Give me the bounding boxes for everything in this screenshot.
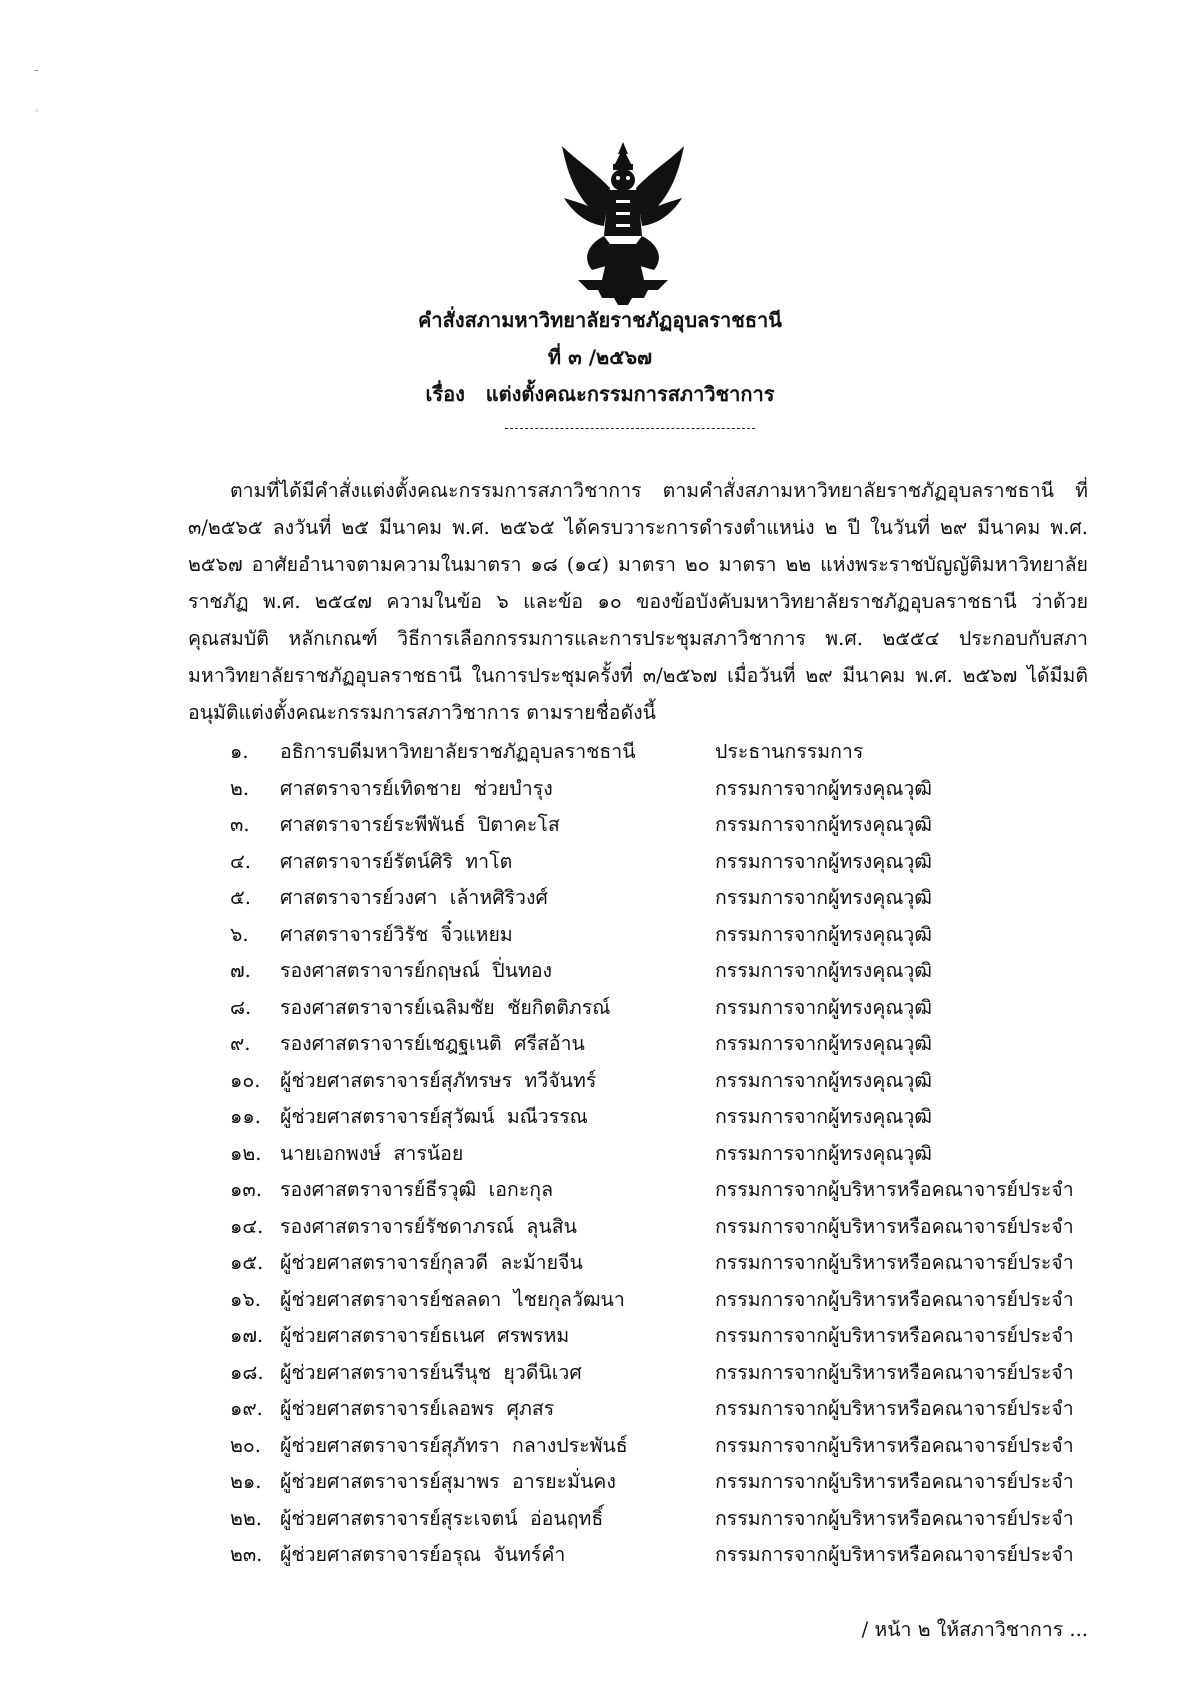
member-row xyxy=(190,990,1090,1027)
member-num: ๕. xyxy=(230,886,251,909)
member-role: กรรมการจากผู้ทรงคุณวุฒิ xyxy=(715,813,932,836)
member-name: ผู้ช่วยศาสตราจารย์อรุณ จันทร์คำ xyxy=(280,1543,566,1566)
member-name: ผู้ช่วยศาสตราจารย์ธเนศ ศรพรหม xyxy=(280,1324,570,1347)
member-num: ๒. xyxy=(230,776,250,800)
member-role: กรรมการจากผู้ทรงคุณวุฒิ xyxy=(715,959,932,982)
member-name: ผู้ช่วยศาสตราจารย์นรีนุช ยุวดีนิเวศ xyxy=(280,1360,582,1384)
order-body xyxy=(188,472,1088,731)
member-row xyxy=(190,807,1090,844)
member-row xyxy=(190,844,1090,881)
order-subject: เรื่อง แต่งตั้งคณะกรรมการสภาวิชาการ xyxy=(425,382,775,406)
member-role: ประธานกรรมการ xyxy=(715,740,864,763)
header-divider xyxy=(505,428,755,429)
member-row xyxy=(190,1063,1090,1100)
member-name: ผู้ช่วยศาสตราจารย์สุระเจตน์ อ่อนฤทธิ์ xyxy=(280,1506,604,1530)
member-num: ๖. xyxy=(230,922,249,946)
member-name: ผู้ช่วยศาสตราจารย์กุลวดี ละม้ายจีน xyxy=(280,1251,583,1274)
member-name: ผู้ช่วยศาสตราจารย์สุภัทรา กลางประพันธ์ xyxy=(280,1433,628,1457)
member-num: ๒๓. xyxy=(230,1543,263,1566)
member-role: กรรมการจากผู้ทรงคุณวุฒิ xyxy=(715,1032,932,1055)
order-number: ที่ ๓ /๒๕๖๗ xyxy=(547,345,653,369)
member-num: ๓. xyxy=(230,813,250,836)
member-row xyxy=(190,1136,1090,1173)
scan-mark: - xyxy=(34,62,39,78)
member-role: กรรมการจากผู้ทรงคุณวุฒิ xyxy=(715,1068,932,1092)
member-row xyxy=(190,1099,1090,1136)
member-name: ศาสตราจารย์เทิดชาย ช่วยบำรุง xyxy=(280,776,553,800)
garuda-emblem-icon xyxy=(558,140,688,305)
member-name: ผู้ช่วยศาสตราจารย์สุภัทรษร ทวีจันทร์ xyxy=(280,1068,597,1092)
member-num: ๑. xyxy=(230,740,249,763)
member-row xyxy=(190,917,1090,954)
member-name: ผู้ช่วยศาสตราจารย์ชลลดา ไชยกุลวัฒนา xyxy=(280,1287,625,1311)
member-row xyxy=(190,1501,1090,1538)
member-role: กรรมการจากผู้บริหารหรือคณาจารย์ประจำ xyxy=(715,1470,1074,1493)
member-row xyxy=(190,1172,1090,1209)
member-name: ศาสตราจารย์วงศา เล้าหศิริวงศ์ xyxy=(280,886,548,909)
member-num: ๑๗. xyxy=(230,1324,264,1347)
member-name: รองศาสตราจารย์เชฎฐเนติ ศรีสอ้าน xyxy=(280,1032,585,1055)
member-role: กรรมการจากผู้ทรงคุณวุฒิ xyxy=(715,1105,932,1128)
member-role: กรรมการจากผู้บริหารหรือคณาจารย์ประจำ xyxy=(715,1543,1074,1566)
member-num: ๑๑. xyxy=(230,1105,261,1128)
member-role: กรรมการจากผู้ทรงคุณวุฒิ xyxy=(715,886,932,909)
member-name: รองศาสตราจารย์เฉลิมชัย ชัยกิตติภรณ์ xyxy=(280,995,611,1019)
member-row xyxy=(190,1355,1090,1392)
order-title: คำสั่งสภามหาวิทยาลัยราชภัฏอุบลราชธานี xyxy=(418,308,782,332)
member-num: ๒๒. xyxy=(230,1506,262,1530)
member-role: กรรมการจากผู้บริหารหรือคณาจารย์ประจำ xyxy=(715,1360,1074,1384)
member-row xyxy=(190,1318,1090,1355)
member-name: ศาสตราจารย์ระพีพันธ์ ปิตาคะโส xyxy=(280,813,560,836)
member-role: กรรมการจากผู้บริหารหรือคณาจารย์ประจำ xyxy=(715,1506,1074,1530)
body-paragraph: ตามที่ได้มีคำสั่งแต่งตั้งคณะกรรมการสภาวิชาการ ตามคำสั่งสภามหาวิทยาลัยราชภัฏอุบลราชธานี ที่ ๓/๒๕๖๕ ลงวันที่ ๒๕ มีนาคม พ.ศ. ๒๕๖๕ ได้ครบวาระการดำรงตำแหน่ง ๒ ปี ในวันที่ ๒๙ มีนาคม พ.ศ. ๒๕๖๗ อาศัยอำนาจตามความในมาตรา ๑๘ (๑๔) มาตรา ๒๐ มาตรา ๒๒ แห่งพระราชบัญญัติมหาวิทยาลัยราชภัฏ พ.ศ. ๒๕๔๗ ความในข้อ ๖ และข้อ ๑๐ ของข้อบังคับมหาวิทยาลัยราชภัฏอุบลราชธานี ว่าด้วย คุณสมบัติ หลักเกณฑ์ วิธีการเลือกกรรมการและการประชุมสภาวิชาการ พ.ศ. ๒๕๕๔ ประกอบกับสภามหาวิทยาลัยราชภัฏอุบลราชธานี ในการประชุมครั้งที่ ๓/๒๕๖๗ เมื่อวันที่ ๒๙ มีนาคม พ.ศ. ๒๕๖๗ ได้มีมติอนุมัติแต่งตั้งคณะกรรมการสภาวิชาการ ตามรายชื่อดังนี้ xyxy=(188,479,1088,724)
member-list xyxy=(190,734,1090,1574)
member-num: ๒๑. xyxy=(230,1470,262,1493)
member-role: กรรมการจากผู้บริหารหรือคณาจารย์ประจำ xyxy=(715,1214,1074,1238)
member-name: อธิการบดีมหาวิทยาลัยราชภัฏอุบลราชธานี xyxy=(280,740,636,763)
member-num: ๑๒. xyxy=(230,1141,262,1165)
member-num: ๑๕. xyxy=(230,1251,264,1274)
member-role: กรรมการจากผู้ทรงคุณวุฒิ xyxy=(715,995,932,1019)
scan-mark: ◦ xyxy=(34,106,40,117)
member-row xyxy=(190,1245,1090,1282)
member-role: กรรมการจากผู้บริหารหรือคณาจารย์ประจำ xyxy=(715,1324,1074,1347)
member-row xyxy=(190,880,1090,917)
page-continuation: / หน้า ๒ ให้สภาวิชาการ ... xyxy=(861,1618,1088,1641)
member-role: กรรมการจากผู้ทรงคุณวุฒิ xyxy=(715,849,932,873)
member-row xyxy=(190,1282,1090,1319)
member-role: กรรมการจากผู้ทรงคุณวุฒิ xyxy=(715,1141,932,1165)
member-num: ๒๐. xyxy=(230,1433,261,1457)
member-name: นายเอกพงษ์ สารน้อย xyxy=(280,1141,464,1165)
member-num: ๑๖. xyxy=(230,1287,261,1311)
member-role: กรรมการจากผู้บริหารหรือคณาจารย์ประจำ xyxy=(715,1178,1074,1201)
member-name: รองศาสตราจารย์ธีรวุฒิ เอกะกุล xyxy=(280,1178,554,1201)
member-role: กรรมการจากผู้บริหารหรือคณาจารย์ประจำ xyxy=(715,1397,1074,1420)
member-row xyxy=(190,1428,1090,1465)
member-num: ๑๙. xyxy=(230,1397,263,1420)
member-role: กรรมการจากผู้บริหารหรือคณาจารย์ประจำ xyxy=(715,1251,1074,1274)
member-role: กรรมการจากผู้ทรงคุณวุฒิ xyxy=(715,776,932,800)
member-name: ผู้ช่วยศาสตราจารย์สุมาพร อารยะมั่นคง xyxy=(280,1470,616,1493)
member-num: ๑๔. xyxy=(230,1214,264,1238)
member-row xyxy=(190,734,1090,771)
member-row xyxy=(190,1391,1090,1428)
member-num: ๑๓. xyxy=(230,1178,262,1201)
member-row xyxy=(190,1026,1090,1063)
member-num: ๑๐. xyxy=(230,1068,261,1092)
member-row xyxy=(190,771,1090,808)
member-name: รองศาสตราจารย์กฤษณ์ ปิ่นทอง xyxy=(280,959,553,982)
member-name: ศาสตราจารย์วิรัช จิ๋วแหยม xyxy=(280,922,513,946)
member-name: ศาสตราจารย์รัตน์ศิริ ทาโต xyxy=(280,849,513,873)
member-row xyxy=(190,1209,1090,1246)
member-name: รองศาสตราจารย์รัชดาภรณ์ ลุนสิน xyxy=(280,1214,577,1238)
member-num: ๑๘. xyxy=(230,1360,264,1384)
member-num: ๔. xyxy=(230,849,251,873)
member-row xyxy=(190,1464,1090,1501)
member-row xyxy=(190,1537,1090,1574)
member-role: กรรมการจากผู้ทรงคุณวุฒิ xyxy=(715,922,932,946)
member-num: ๘. xyxy=(230,995,252,1019)
member-role: กรรมการจากผู้บริหารหรือคณาจารย์ประจำ xyxy=(715,1287,1074,1311)
member-row xyxy=(190,953,1090,990)
member-name: ผู้ช่วยศาสตราจารย์สุวัฒน์ มณีวรรณ xyxy=(280,1105,588,1128)
member-role: กรรมการจากผู้บริหารหรือคณาจารย์ประจำ xyxy=(715,1433,1074,1457)
member-num: ๙. xyxy=(230,1032,251,1055)
member-num: ๗. xyxy=(230,959,251,982)
member-name: ผู้ช่วยศาสตราจารย์เลอพร ศุภสร xyxy=(280,1397,555,1420)
